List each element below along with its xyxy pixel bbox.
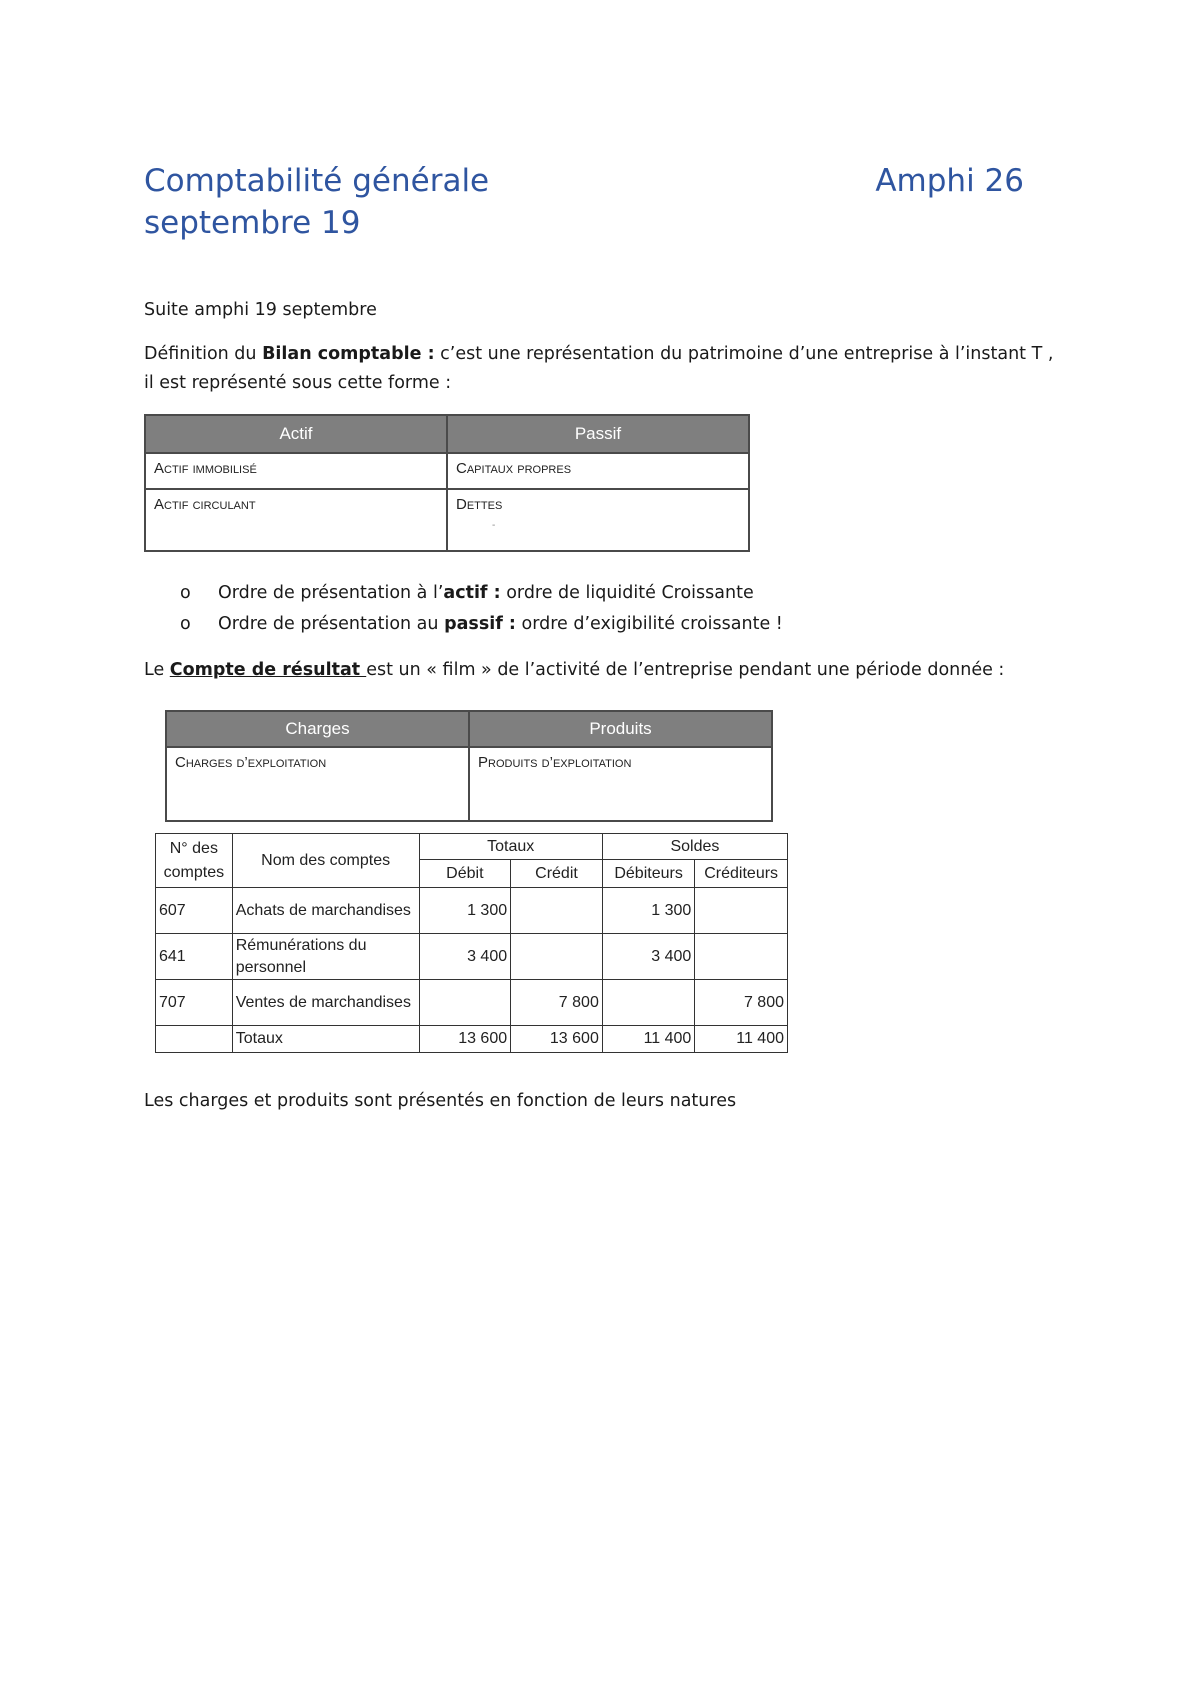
balance-debit: 13 600 — [419, 1026, 511, 1053]
balance-header-totaux: Totaux — [419, 834, 602, 860]
definition-prefix: Définition du — [144, 344, 263, 364]
conclusion-paragraph: Les charges et produits sont présentés en fonction de leurs natures — [144, 1091, 737, 1111]
bullet-bold: passif : — [444, 614, 516, 634]
balance-credit: 13 600 — [511, 1026, 603, 1053]
balance-debiteurs: 3 400 — [602, 934, 694, 980]
title-part-1: Comptabilité générale — [144, 163, 490, 199]
resultat-cell: Charges d’exploitation — [166, 747, 469, 821]
balance-crediteurs — [695, 934, 788, 980]
balance-crediteurs: 11 400 — [695, 1026, 788, 1053]
resultat-header-charges: Charges — [166, 711, 469, 747]
balance-name: Rémunérations du personnel — [232, 934, 419, 980]
definition-paragraph — [144, 340, 1053, 369]
balance-name: Ventes de marchandises — [232, 980, 419, 1026]
balance-debit: 1 300 — [419, 888, 511, 934]
bilan-cell — [447, 489, 749, 551]
bilan-table — [144, 414, 750, 552]
bilan-cell: Capitaux propres — [447, 453, 749, 489]
bullet-marker: o — [180, 614, 191, 634]
balance-num — [156, 1026, 233, 1053]
bilan-cell: Actif immobilisé — [145, 453, 447, 489]
resultat-paragraph — [144, 656, 1004, 685]
table-row — [156, 888, 788, 934]
balance-header-soldes: Soldes — [602, 834, 787, 860]
resultat-rest: est un « film » de l’activité de l’entreprise pendant une période donnée : — [366, 660, 1005, 680]
list-item — [180, 578, 783, 609]
balance-header-crediteurs: Créditeurs — [695, 860, 788, 888]
balance-num: 607 — [156, 888, 233, 934]
balance-credit — [511, 934, 603, 980]
balance-debiteurs: 11 400 — [602, 1026, 694, 1053]
table-row — [156, 934, 788, 980]
table-row-totals — [156, 1026, 788, 1053]
bilan-cell-text: Dettes — [456, 496, 503, 513]
bullet-bold: actif : — [443, 583, 501, 603]
balance-credit: 7 800 — [511, 980, 603, 1026]
definition-bold: Bilan comptable : — [262, 344, 435, 364]
balance-table — [155, 833, 788, 1053]
resultat-link: Compte de résultat — [169, 660, 367, 680]
balance-debiteurs — [602, 980, 694, 1026]
resultat-prefix: Le — [144, 660, 170, 680]
balance-header-debiteurs: Débiteurs — [602, 860, 694, 888]
bilan-header-actif: Actif — [145, 415, 447, 453]
balance-crediteurs: 7 800 — [695, 980, 788, 1026]
balance-num: 707 — [156, 980, 233, 1026]
balance-header-credit: Crédit — [511, 860, 603, 888]
resultat-cell: Produits d’exploitation — [469, 747, 772, 821]
balance-num: 641 — [156, 934, 233, 980]
bullet-marker: o — [180, 583, 191, 603]
balance-credit — [511, 888, 603, 934]
balance-crediteurs — [695, 888, 788, 934]
definition-line-2: il est représenté sous cette forme : — [144, 373, 452, 393]
resultat-table — [165, 710, 773, 822]
title-part-3: septembre 19 — [144, 205, 361, 241]
balance-name: Achats de marchandises — [232, 888, 419, 934]
bullet-text: ordre d’exigibilité croissante ! — [515, 614, 783, 634]
balance-debit: 3 400 — [419, 934, 511, 980]
bullet-list — [180, 578, 783, 640]
bullet-text: Ordre de présentation à l’ — [218, 583, 444, 603]
balance-debit — [419, 980, 511, 1026]
bilan-cell-dot: - — [492, 520, 496, 531]
resultat-header-produits: Produits — [469, 711, 772, 747]
bilan-header-passif: Passif — [447, 415, 749, 453]
title-part-2: Amphi 26 — [875, 163, 1024, 199]
bullet-text: Ordre de présentation au — [218, 614, 445, 634]
list-item — [180, 609, 783, 640]
balance-header-num: N° des comptes — [156, 834, 233, 888]
balance-debiteurs: 1 300 — [602, 888, 694, 934]
balance-header-debit: Débit — [419, 860, 511, 888]
table-row — [156, 980, 788, 1026]
balance-name: Totaux — [232, 1026, 419, 1053]
bilan-cell: Actif circulant — [145, 489, 447, 551]
intro-paragraph: Suite amphi 19 septembre — [144, 300, 377, 320]
balance-header-name: Nom des comptes — [232, 834, 419, 888]
bullet-text: ordre de liquidité Croissante — [500, 583, 754, 603]
definition-rest: c’est une représentation du patrimoine d’une entreprise à l’instant T , — [434, 344, 1054, 364]
